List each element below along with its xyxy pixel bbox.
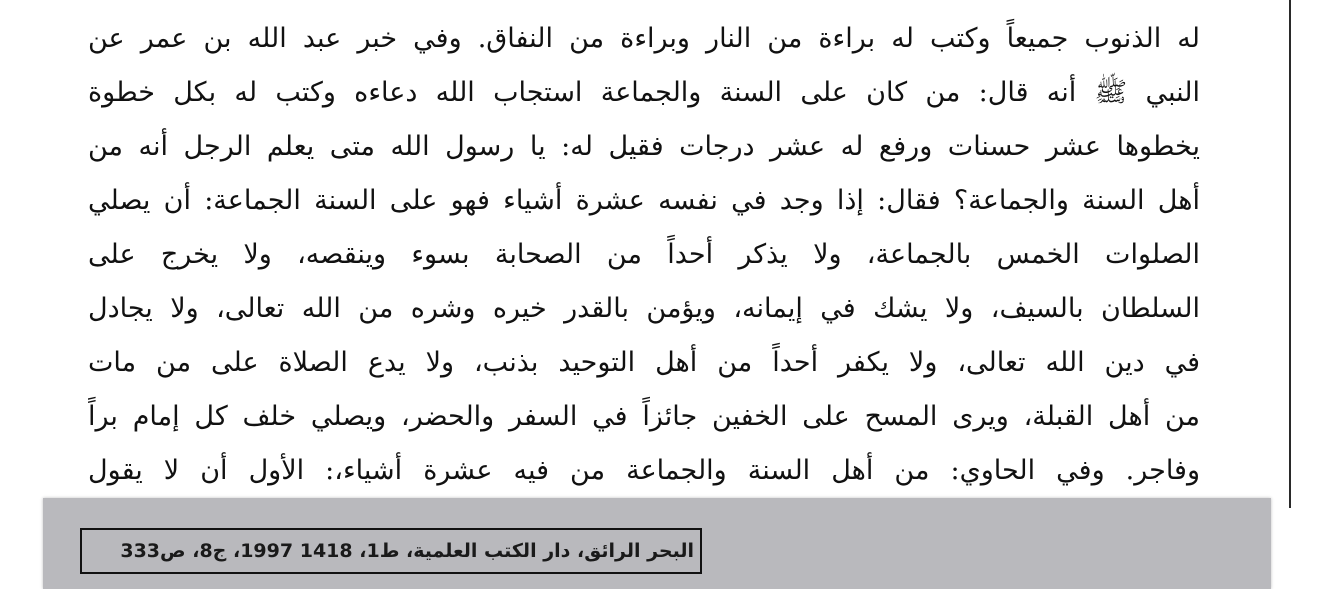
text-line-3: يخطوها عشر حسنات ورفع له عشر درجات فقيل له: يا رسول الله متى يعلم الرجل أنه من <box>88 131 1200 162</box>
text-line-2: النبي ﷺ أنه قال: من كان على السنة والجماعة استجاب الله دعاءه وكتب له بكل خطوة <box>88 77 1200 108</box>
page-edge-line <box>1289 0 1291 508</box>
text-line-8: من أهل القبلة، ويرى المسح على الخفين جائزاً في السفر والحضر، ويصلي خلف كل إمام براً <box>88 401 1200 432</box>
text-line-7: في دين الله تعالى، ولا يكفر أحداً من أهل التوحيد بذنب، ولا يدع الصلاة على من مات <box>88 347 1200 378</box>
text-line-4: أهل السنة والجماعة؟ فقال: إذا وجد في نفسه عشرة أشياء فهو على السنة الجماعة: أن يصلي <box>88 185 1200 216</box>
citation-text: البحر الرائق، دار الكتب العلمية، ط1، 1418 1997، ج8، ص333 <box>120 540 694 562</box>
text-line-5: الصلوات الخمس بالجماعة، ولا يذكر أحداً من الصحابة بسوء وينقصه، ولا يخرج على <box>88 239 1200 270</box>
text-line-6: السلطان بالسيف، ولا يشك في إيمانه، ويؤمن بالقدر خيره وشره من الله تعالى، ولا يجادل <box>88 293 1200 324</box>
text-line-9: وفاجر. وفي الحاوي: من أهل السنة والجماعة من فيه عشرة أشياء،: الأول أن لا يقول <box>88 455 1200 486</box>
citation-footer-bar <box>43 498 1271 589</box>
text-line-1: له الذنوب جميعاً وكتب له براءة من النار وبراءة من النفاق. وفي خبر عبد الله بن عمر عن <box>88 23 1200 54</box>
text-line-cut-off <box>88 0 1200 12</box>
citation-box <box>80 528 702 574</box>
scanned-text-block <box>88 0 1200 498</box>
